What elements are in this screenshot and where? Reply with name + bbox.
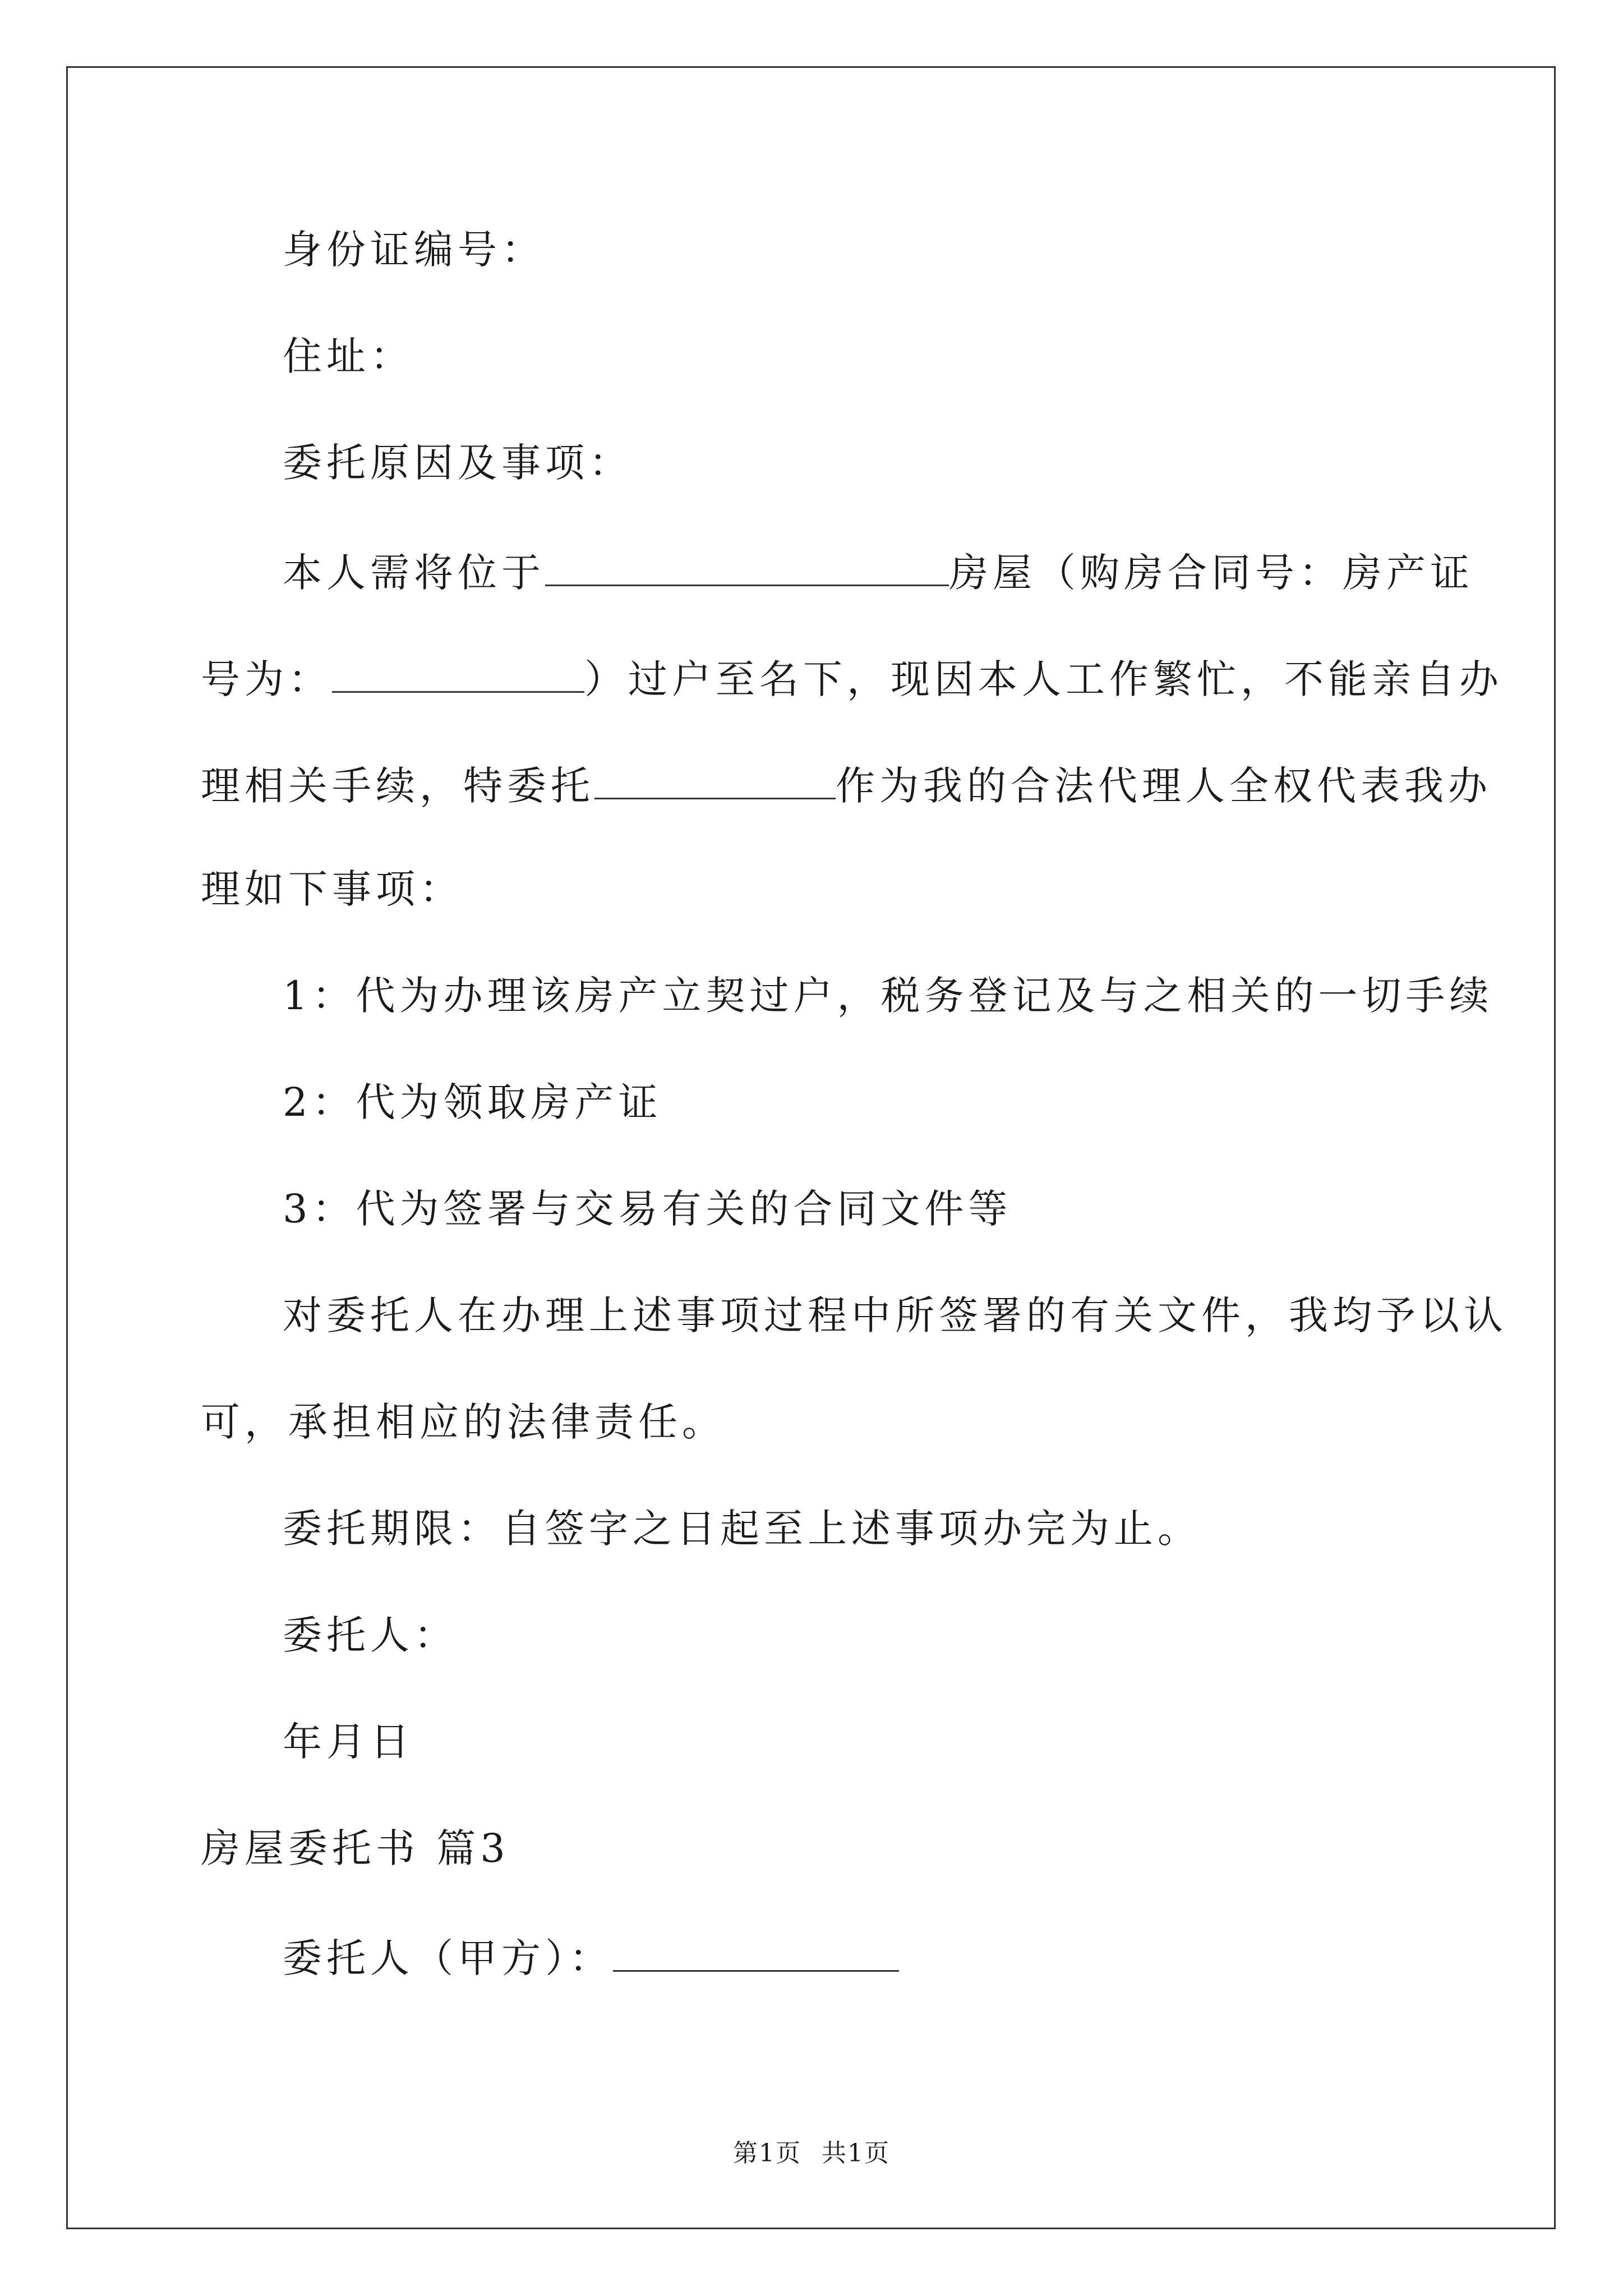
party-a-label: 委托人（甲方）： [283, 1935, 613, 1981]
page-border [66, 66, 1556, 2229]
page-number: 第1页 [733, 2139, 801, 2168]
paragraph-text: ）过户至名下，现因本人工作繁忙，不能亲自办 [584, 656, 1503, 702]
paragraph-line-4: 理如下事项： [201, 866, 463, 912]
address-label: 住址： [283, 333, 414, 379]
blank-line [594, 763, 836, 799]
page-footer [0, 2133, 1623, 2169]
approval-line-2: 可，承担相应的法律责任。 [201, 1399, 726, 1445]
list-item-3: 3：代为签署与交易有关的合同文件等 [283, 1186, 1012, 1232]
paragraph-text: 理相关手续，特委托 [201, 763, 594, 809]
list-item-1: 1：代为办理该房产立契过户，税务登记及与之相关的一切手续 [283, 973, 1493, 1019]
approval-line-1: 对委托人在办理上述事项过程中所签署的有关文件，我均予以认 [283, 1292, 1507, 1338]
paragraph-text: 房屋（购房合同号：房产证 [949, 550, 1474, 596]
principal-label: 委托人： [283, 1612, 458, 1658]
id-number-label: 身份证编号： [283, 227, 545, 273]
page-total: 共1页 [822, 2139, 890, 2168]
party-a-line [283, 1935, 899, 1981]
paragraph-line-2 [201, 656, 1503, 702]
section-title: 房屋委托书 篇3 [201, 1825, 510, 1871]
paragraph-text: 本人需将位于 [283, 550, 545, 596]
reason-heading: 委托原因及事项： [283, 440, 633, 486]
blank-line [332, 656, 584, 693]
list-item-2: 2：代为领取房产证 [283, 1079, 662, 1125]
paragraph-line-1 [283, 550, 1474, 596]
paragraph-text: 作为我的合法代理人全权代表我办 [836, 763, 1492, 809]
term-line: 委托期限：自签字之日起至上述事项办完为止。 [283, 1506, 1201, 1552]
date-label: 年月日 [283, 1719, 414, 1765]
blank-line [545, 550, 949, 586]
blank-line [613, 1935, 899, 1972]
paragraph-text: 号为： [201, 656, 332, 702]
paragraph-line-3 [201, 763, 1492, 809]
